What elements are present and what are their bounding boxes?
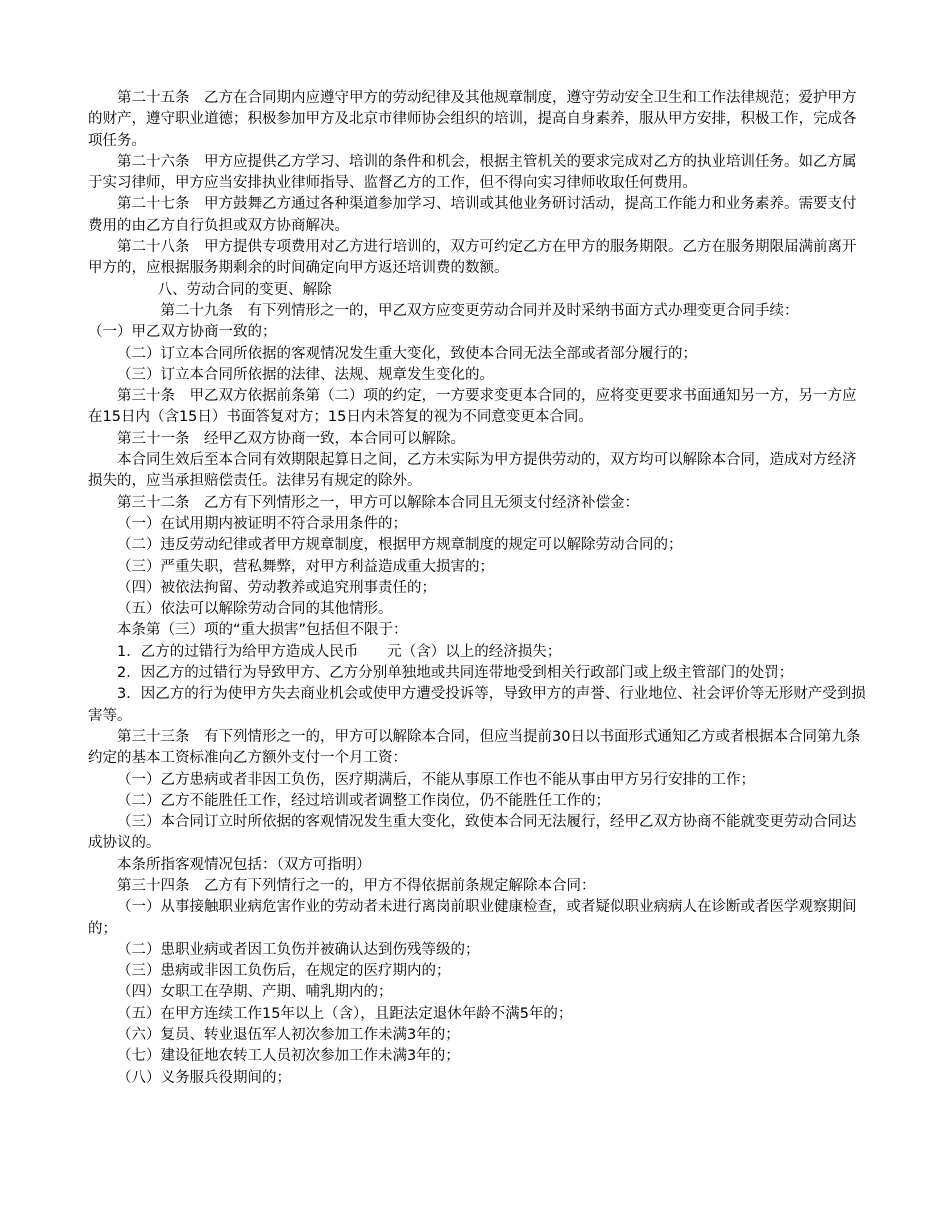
article-33-item-2: （二）乙方不能胜任工作，经过培训或者调整工作岗位，仍不能胜任工作的；: [117, 792, 610, 809]
article-31-note: 本合同生效后至本合同有效期限起算日之间，乙方未实际为甲方提供劳动的，双方均可以解除本合同，造成对方经济损失的，应当承担赔偿责任。法律另有规定的除外。: [88, 452, 857, 490]
section-heading-8: 八、劳动合同的变更、解除: [157, 281, 332, 298]
article-32-item-2: （二）违反劳动纪律或者甲方规章制度，根据甲方规章制度的规定可以解除劳动合同的；: [117, 537, 683, 554]
article-29-item-1: （一）甲乙双方协商一致的；: [88, 324, 277, 341]
article-33-item-3: （三）本合同订立时所依据的客观情况发生重大变化，致使本合同无法履行，经甲乙双方协商不能就变更劳动合同达成协议的。: [88, 814, 857, 852]
article-30: 第三十条 甲乙双方依据前条第（二）项的约定，一方要求变更本合同的，应将变更要求书面通知另一方，另一方应在15日内（含15日）书面答复对方；15日内未答复的视为不同意变更本合同。: [88, 388, 857, 426]
article-25: 第二十五条 乙方在合同期内应遵守甲方的劳动纪律及其他规章制度，遵守劳动安全卫生和工作法律规范；爱护甲方的财产，遵守职业道德；积极参加甲方及北京市律师协会组织的培训，提高自身素养，服从甲方安排，积极工作，完成各项任务。: [88, 90, 857, 149]
article-29-item-2: （二）订立本合同所依据的客观情况发生重大变化，致使本合同无法全部或者部分履行的；: [117, 345, 697, 362]
article-27: 第二十七条 甲方鼓舞乙方通过各种渠道参加学习、培训或其他业务研讨活动，提高工作能力和业务素养。需要支付费用的由乙方自行负担或双方协商解决。: [88, 196, 857, 234]
article-34-item-5: （五）在甲方连续工作15年以上（含），且距法定退休年龄不满5年的；: [117, 1005, 573, 1022]
article-34-item-3: （三）患病或非因工负伤后，在规定的医疗期内的；: [117, 963, 451, 980]
article-29: 第二十九条 有下列情形之一的，甲乙双方应变更劳动合同并及时采纳书面方式办理变更合同手续：: [160, 302, 799, 319]
article-34-item-8: （八）义务服兵役期间的；: [117, 1069, 291, 1086]
definition-item-3: 3．因乙方的行为使甲方失去商业机会或使甲方遭受投诉等，导致甲方的声誉、行业地位、社会评价等无形财产受到损害等。: [88, 686, 866, 724]
article-33-item-1: （一）乙方患病或者非因工负伤，医疗期满后，不能从事原工作也不能从事由甲方另行安排的工作；: [117, 771, 755, 788]
article-34-item-6: （六）复员、转业退伍军人初次参加工作未满3年的；: [117, 1027, 460, 1044]
article-29-item-3: （三）订立本合同所依据的法律、法规、规章发生变化的。: [117, 366, 494, 383]
article-34-item-4: （四）女职工在孕期、产期、哺乳期内的；: [117, 984, 393, 1001]
article-34-item-1: （一）从事接触职业病危害作业的劳动者未进行离岗前职业健康检查，或者疑似职业病病人在诊断或者医学观察期间的；: [88, 899, 857, 937]
article-32-item-4: （四）被依法拘留、劳动教养或追究刑事责任的；: [117, 579, 436, 596]
article-28: 第二十八条 甲方提供专项费用对乙方进行培训的，双方可约定乙方在甲方的服务期限。乙方在服务期限届满前离开甲方的，应根据服务期剩余的时间确定向甲方返还培训费的数额。: [88, 239, 857, 277]
definition-item-1: 1．乙方的过错行为给甲方造成人民币 元（含）以上的经济损失；: [117, 643, 562, 660]
article-33-note: 本条所指客观情况包括：（双方可指明）: [117, 856, 371, 873]
article-33: 第三十三条 有下列情形之一的，甲方可以解除本合同，但应当提前30日以书面形式通知乙方或者根据本合同第九条约定的基本工资标准向乙方额外支付一个月工资：: [88, 728, 861, 767]
definition-item-2: 2．因乙方的过错行为导致甲方、乙方分别单独地或共同连带地受到相关行政部门或上级主管部门的处罚；: [117, 665, 794, 682]
article-34-item-7: （七）建设征地农转工人员初次参加工作未满3年的；: [117, 1048, 460, 1065]
article-32-item-5: （五）依法可以解除劳动合同的其他情形。: [117, 601, 393, 618]
article-31: 第三十一条 经甲乙双方协商一致，本合同可以解除。: [117, 430, 465, 447]
article-32-definition: 本条第（三）项的“重大损害”包括但不限于：: [117, 622, 408, 639]
article-26: 第二十六条 甲方应提供乙方学习、培训的条件和机会，根据主管机关的要求完成对乙方的执业培训任务。如乙方属于实习律师，甲方应当安排执业律师指导、监督乙方的工作，但不得向实习律师收取任何费用。: [88, 153, 857, 192]
article-32: 第三十二条 乙方有下列情形之一，甲方可以解除本合同且无须支付经济补偿金：: [117, 494, 639, 511]
article-34-item-2: （二）患职业病或者因工负伤并被确认达到伤残等级的；: [117, 941, 480, 958]
article-34: 第三十四条 乙方有下列情行之一的，甲方不得依据前条规定解除本合同：: [117, 877, 596, 894]
article-32-item-3: （三）严重失职，营私舞弊，对甲方利益造成重大损害的；: [117, 558, 494, 575]
article-32-item-1: （一）在试用期内被证明不符合录用条件的；: [117, 515, 407, 532]
